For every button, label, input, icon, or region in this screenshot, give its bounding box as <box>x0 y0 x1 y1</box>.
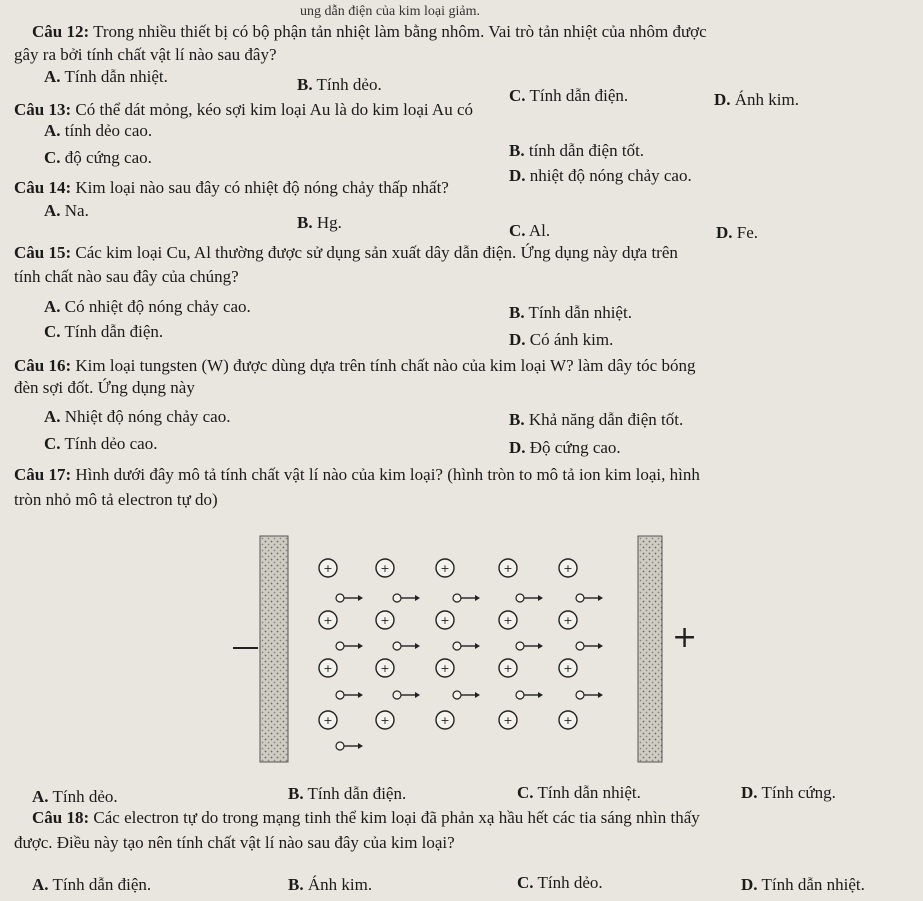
q16-label: Câu 16: <box>14 356 72 375</box>
svg-text:+: + <box>503 614 513 627</box>
q15-text-line1: Các kim loại Cu, Al thường được sử dụng sản xuất dây dẫn điện. Ứng dụng này dựa trên <box>75 243 678 262</box>
q12-option-c-label: C. <box>509 86 526 105</box>
q18-option-c-label: C. <box>517 873 534 892</box>
free-electron <box>336 742 363 750</box>
q13-option-c[interactable] <box>44 148 152 168</box>
metal-ion <box>376 611 394 629</box>
q13-option-b[interactable] <box>509 141 644 161</box>
q12-text-line2: gây ra bởi tính chất vật lí nào sau đây? <box>14 45 277 64</box>
svg-text:+: + <box>380 562 390 575</box>
q17-option-c-label: C. <box>517 783 534 802</box>
q13-option-d-text: nhiệt độ nóng chảy cao. <box>529 166 692 185</box>
free-electron <box>336 691 363 699</box>
q17-option-a-text: Tính dẻo. <box>52 787 118 806</box>
svg-text:+: + <box>563 662 573 675</box>
q12-option-a-text: Tính dẫn nhiệt. <box>64 67 168 86</box>
svg-text:+: + <box>440 562 450 575</box>
header-fragment: ung dẫn điện của kim loại giảm. <box>300 4 481 19</box>
q12-label: Câu 12: <box>32 22 90 41</box>
q15-option-c-label: C. <box>44 322 61 341</box>
q18-option-b-label: B. <box>288 875 304 894</box>
q17-option-b-label: B. <box>288 784 304 803</box>
svg-text:+: + <box>563 562 573 575</box>
q15-option-a-text: Có nhiệt độ nóng chảy cao. <box>64 297 251 316</box>
q13-option-c-text: độ cứng cao. <box>64 148 152 167</box>
metal-ion <box>499 659 517 677</box>
svg-text:+: + <box>563 614 573 627</box>
q13-option-a[interactable] <box>44 121 152 141</box>
q14-option-a-label: A. <box>44 201 61 220</box>
svg-text:+: + <box>503 662 513 675</box>
q14-option-c[interactable] <box>509 221 550 241</box>
q18-option-d[interactable] <box>741 875 865 895</box>
q13-option-d-label: D. <box>509 166 526 185</box>
q12-stem-line1 <box>32 22 707 42</box>
free-electron <box>453 642 480 650</box>
q12-option-d-text: Ánh kim. <box>734 90 800 109</box>
metal-lattice-diagram <box>228 528 698 768</box>
q18-option-b[interactable] <box>288 875 372 895</box>
metal-ion <box>499 711 517 729</box>
q18-option-a-text: Tính dẫn điện. <box>52 875 152 894</box>
free-electron <box>576 642 603 650</box>
svg-text:+: + <box>380 614 390 627</box>
q18-label: Câu 18: <box>32 808 90 827</box>
q15-option-d-label: D. <box>509 330 526 349</box>
q14-option-c-label: C. <box>509 221 526 240</box>
q14-stem <box>14 178 449 198</box>
negative-electrode <box>260 536 288 762</box>
q14-option-b-text: Hg. <box>316 213 342 232</box>
metal-ion <box>559 659 577 677</box>
q13-option-b-label: B. <box>509 141 525 160</box>
free-electron <box>393 594 420 602</box>
metal-ion <box>319 559 337 577</box>
q14-option-d[interactable] <box>716 223 758 243</box>
svg-text:+: + <box>440 714 450 727</box>
q18-option-d-label: D. <box>741 875 758 894</box>
metal-ion <box>436 611 454 629</box>
q16-option-a[interactable] <box>44 407 230 427</box>
q16-text-line2: đèn sợi đốt. Ứng dụng này <box>14 378 195 397</box>
svg-text:+: + <box>380 662 390 675</box>
q12-option-b-label: B. <box>297 75 313 94</box>
q12-option-c-text: Tính dẫn điện. <box>529 86 629 105</box>
svg-text:+: + <box>503 562 513 575</box>
q16-option-b[interactable] <box>509 410 683 430</box>
free-electron <box>453 594 480 602</box>
free-electron <box>393 642 420 650</box>
free-electron <box>336 642 363 650</box>
q17-option-d-text: Tính cứng. <box>761 783 836 802</box>
svg-text:+: + <box>323 614 333 627</box>
q17-option-c-text: Tính dẫn nhiệt. <box>537 783 641 802</box>
q12-option-a[interactable] <box>44 67 168 87</box>
q16-option-c-label: C. <box>44 434 61 453</box>
metal-ion <box>376 659 394 677</box>
svg-text:+: + <box>380 714 390 727</box>
svg-text:+: + <box>323 662 333 675</box>
q18-option-a[interactable] <box>32 875 151 895</box>
q14-option-c-text: Al. <box>528 221 551 240</box>
q18-text-line2: được. Điều này tạo nên tính chất vật lí nào sau đây của kim loại? <box>14 833 455 852</box>
svg-text:+: + <box>323 714 333 727</box>
q17-option-a[interactable] <box>32 787 118 807</box>
metal-ion <box>559 559 577 577</box>
q15-text-line2: tính chất nào sau đây của chúng? <box>14 267 239 286</box>
q15-option-d-text: Có ánh kim. <box>529 330 614 349</box>
q15-label: Câu 15: <box>14 243 72 262</box>
q15-option-c-text: Tính dẫn điện. <box>64 322 164 341</box>
svg-text:+: + <box>323 562 333 575</box>
metal-ion <box>319 611 337 629</box>
q18-stem-line1 <box>32 808 700 828</box>
q17-option-b-text: Tính dẫn điện. <box>307 784 407 803</box>
q12-option-c[interactable] <box>509 86 628 106</box>
q18-text-line1: Các electron tự do trong mạng tinh thể kim loại đã phản xạ hầu hết các tia sáng nhìn thấy <box>93 808 700 827</box>
svg-text:+: + <box>563 714 573 727</box>
free-electron <box>516 594 543 602</box>
q16-option-a-text: Nhiệt độ nóng chảy cao. <box>64 407 231 426</box>
q16-option-d-text: Độ cứng cao. <box>529 438 621 457</box>
metal-ion <box>436 711 454 729</box>
svg-text:+: + <box>440 662 450 675</box>
metal-ion <box>436 559 454 577</box>
free-electron <box>576 691 603 699</box>
metal-ion <box>376 711 394 729</box>
q13-option-b-text: tính dẫn điện tốt. <box>528 141 645 160</box>
q13-option-a-label: A. <box>44 121 61 140</box>
q13-text: Có thể dát mỏng, kéo sợi kim loại Au là do kim loại Au có <box>75 100 473 119</box>
positive-electrode <box>638 536 662 762</box>
q12-option-a-label: A. <box>44 67 61 86</box>
metal-ion <box>319 711 337 729</box>
q15-option-d[interactable] <box>509 330 613 350</box>
q12-option-d-label: D. <box>714 90 731 109</box>
metal-ion <box>499 559 517 577</box>
q17-stem-line1 <box>14 465 700 485</box>
metal-ion <box>559 711 577 729</box>
q14-option-a[interactable] <box>44 201 89 221</box>
q17-option-a-label: A. <box>32 787 49 806</box>
q14-option-d-text: Fe. <box>736 223 759 242</box>
q15-stem-line1 <box>14 243 678 263</box>
free-electron <box>576 594 603 602</box>
q16-stem-line1 <box>14 356 695 376</box>
q13-option-d[interactable] <box>509 166 692 186</box>
q14-label: Câu 14: <box>14 178 72 197</box>
q13-label: Câu 13: <box>14 100 72 119</box>
q16-option-b-text: Khả năng dẫn điện tốt. <box>528 410 684 429</box>
q17-option-d[interactable] <box>741 783 836 803</box>
q16-option-b-label: B. <box>509 410 525 429</box>
q18-option-b-text: Ánh kim. <box>307 875 373 894</box>
positive-sign: + <box>672 620 698 655</box>
q13-option-c-label: C. <box>44 148 61 167</box>
q16-option-c[interactable] <box>44 434 157 454</box>
q17-option-c[interactable] <box>517 783 641 803</box>
q17-text-line1: Hình dưới đây mô tả tính chất vật lí nào của kim loại? (hình tròn to mô tả ion kim loại, hình <box>75 465 700 484</box>
metal-ion <box>376 559 394 577</box>
free-electron <box>453 691 480 699</box>
q15-option-a[interactable] <box>44 297 251 317</box>
metal-ion <box>559 611 577 629</box>
q17-option-d-label: D. <box>741 783 758 802</box>
q13-option-a-text: tính dẻo cao. <box>64 121 153 140</box>
metal-ion <box>436 659 454 677</box>
q14-option-b[interactable] <box>297 213 342 233</box>
q16-option-d-label: D. <box>509 438 526 457</box>
svg-text:+: + <box>440 614 450 627</box>
q12-text-line1: Trong nhiều thiết bị có bộ phận tản nhiệt làm bằng nhôm. Vai trò tản nhiệt của nhôm được <box>93 22 707 41</box>
q15-option-b-label: B. <box>509 303 525 322</box>
q13-stem <box>14 100 473 120</box>
q12-option-b-text: Tính dẻo. <box>316 75 382 94</box>
q18-option-c[interactable] <box>517 873 603 893</box>
q14-text: Kim loại nào sau đây có nhiệt độ nóng chảy thấp nhất? <box>75 178 449 197</box>
free-electron <box>516 691 543 699</box>
free-electron <box>393 691 420 699</box>
q15-option-b[interactable] <box>509 303 632 323</box>
q17-label: Câu 17: <box>14 465 72 484</box>
q17-text-line2: tròn nhỏ mô tả electron tự do) <box>14 490 218 509</box>
q14-option-a-text: Na. <box>64 201 89 220</box>
lattice-group <box>319 559 603 750</box>
q16-option-d[interactable] <box>509 438 621 458</box>
q12-option-d[interactable] <box>714 90 799 110</box>
svg-text:+: + <box>503 714 513 727</box>
q16-option-c-text: Tính dẻo cao. <box>64 434 158 453</box>
metal-ion <box>499 611 517 629</box>
q18-option-d-text: Tính dẫn nhiệt. <box>761 875 865 894</box>
q15-option-b-text: Tính dẫn nhiệt. <box>528 303 632 322</box>
q14-option-d-label: D. <box>716 223 733 242</box>
q16-option-a-label: A. <box>44 407 61 426</box>
q18-option-c-text: Tính dẻo. <box>537 873 603 892</box>
q15-option-a-label: A. <box>44 297 61 316</box>
free-electron <box>336 594 363 602</box>
q14-option-b-label: B. <box>297 213 313 232</box>
free-electron <box>516 642 543 650</box>
q16-text-line1: Kim loại tungsten (W) được dùng dựa trên tính chất nào của kim loại W? làm dây tóc bóng <box>75 356 696 375</box>
q15-option-c[interactable] <box>44 322 163 342</box>
q17-option-b[interactable] <box>288 784 406 804</box>
q18-option-a-label: A. <box>32 875 49 894</box>
metal-ion <box>319 659 337 677</box>
q12-option-b[interactable] <box>297 75 382 95</box>
